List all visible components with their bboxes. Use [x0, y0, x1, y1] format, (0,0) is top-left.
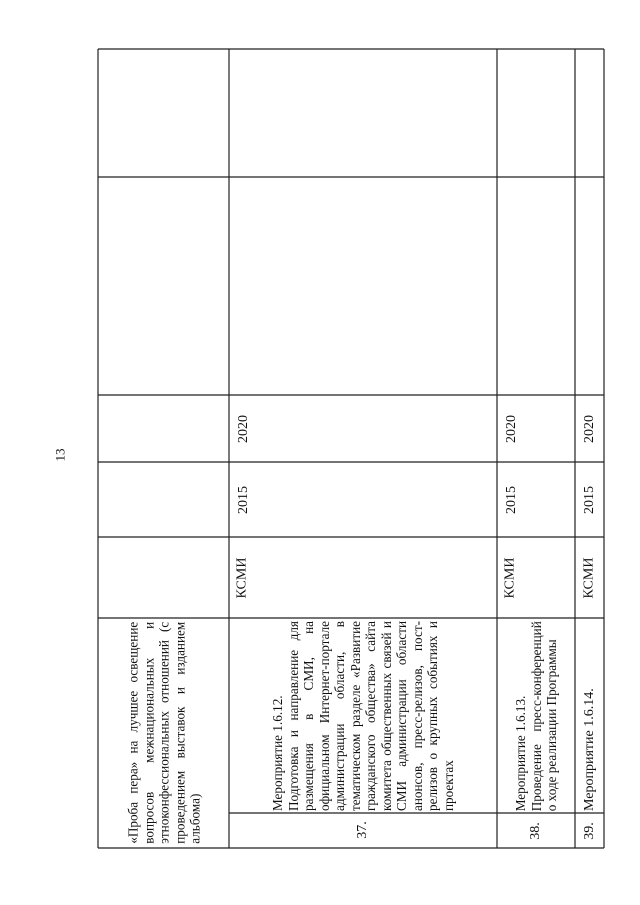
start-year-cell [498, 463, 574, 536]
event-cell [576, 619, 603, 813]
event-description: Подготовка и направление для размещения в СМИ, на официальном Интернет-портале администрации области, в тематическом разделе «Развитие гражданского общества» сайта комитета общественных связей и СМИ администрации области анонсов, пресс-релизов, пост-релизов о крупных событиях и проектах [285, 621, 456, 811]
event-title: Мероприятие 1.6.13. [512, 695, 528, 811]
start-year-cell [576, 463, 603, 536]
event-cell [498, 619, 574, 813]
event-text-block [513, 621, 560, 811]
table-row [99, 619, 228, 847]
event-title: Мероприятие 1.6.14. [581, 688, 597, 811]
start-year: 2015 [581, 485, 597, 514]
event-text-block [270, 621, 456, 811]
executor-cell [498, 538, 574, 617]
row-number: 37. [355, 821, 370, 839]
row-number: 39. [581, 821, 597, 840]
start-year: 2015 [504, 485, 519, 514]
row-number-cell [576, 814, 603, 847]
event-cell [230, 619, 496, 813]
executor-cell [576, 538, 603, 617]
page-number: 13 [52, 448, 67, 462]
event-description: Проведение пресс-конференций о ходе реализации Программы [528, 621, 559, 811]
executor-cell [230, 538, 496, 617]
end-year-cell [576, 396, 603, 461]
end-year: 2020 [504, 414, 519, 443]
end-year: 2020 [581, 414, 597, 443]
executor: КСМИ [234, 557, 250, 598]
start-year-cell [230, 463, 496, 536]
executor: КСМИ [581, 557, 597, 598]
executor: КСМИ [502, 557, 518, 598]
end-year: 2020 [236, 414, 251, 443]
row-number-cell [230, 814, 496, 847]
end-year-cell [498, 396, 574, 461]
row-number-cell [498, 814, 574, 847]
event-description: «Проба пера» на лучшее освещение вопросов межнациональных и этноконфессиональных отношений (с проведением выставок и изданием альбома) [124, 622, 202, 844]
start-year: 2015 [236, 485, 251, 514]
event-title: Мероприятие 1.6.12. [270, 695, 285, 811]
end-year-cell [230, 396, 496, 461]
row-number: 38. [528, 821, 543, 840]
